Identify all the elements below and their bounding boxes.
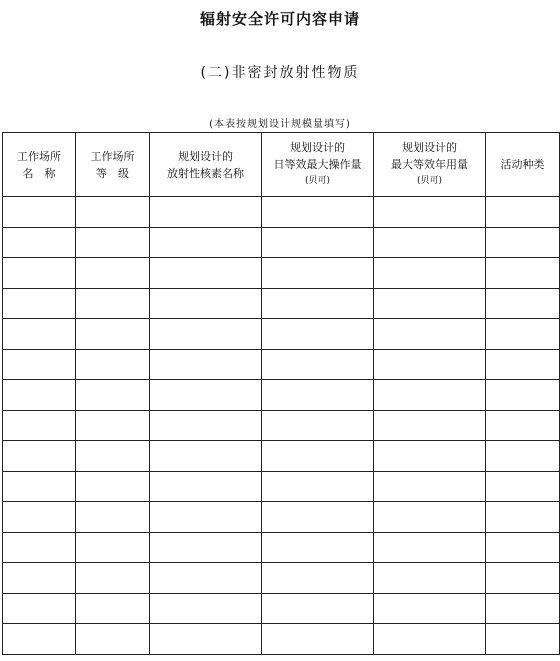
table-cell[interactable] (486, 258, 560, 289)
table-cell[interactable] (486, 349, 560, 380)
table-cell[interactable] (3, 380, 76, 411)
table-cell[interactable] (150, 624, 262, 655)
table-cell[interactable] (3, 563, 76, 594)
table-cell[interactable] (150, 227, 262, 258)
table-row (3, 532, 560, 563)
header-text: 规划设计的 (290, 141, 345, 154)
table-cell[interactable] (76, 319, 150, 350)
table-cell[interactable] (486, 624, 560, 655)
table-row (3, 380, 560, 411)
table-cell[interactable] (76, 258, 150, 289)
table-cell[interactable] (486, 532, 560, 563)
header-row (3, 133, 560, 197)
table-cell[interactable] (150, 410, 262, 441)
table-cell[interactable] (486, 288, 560, 319)
table-cell[interactable] (374, 227, 486, 258)
table-cell[interactable] (486, 197, 560, 228)
table-row (3, 471, 560, 502)
table-cell[interactable] (262, 288, 374, 319)
table-cell[interactable] (486, 410, 560, 441)
table-cell[interactable] (3, 349, 76, 380)
table-cell[interactable] (3, 288, 76, 319)
table-cell[interactable] (76, 441, 150, 472)
table-row (3, 593, 560, 624)
table-row (3, 258, 560, 289)
table-cell[interactable] (374, 441, 486, 472)
document-title: 辐射安全许可内容申请 (199, 10, 360, 28)
table-cell[interactable] (150, 319, 262, 350)
table-cell[interactable] (150, 380, 262, 411)
table-cell[interactable] (486, 319, 560, 350)
header-activity-type (486, 133, 560, 197)
header-text: 名 称 (22, 166, 56, 180)
table-cell[interactable] (262, 227, 374, 258)
table-cell[interactable] (262, 197, 374, 228)
table-cell[interactable] (3, 624, 76, 655)
table-cell[interactable] (262, 441, 374, 472)
header-text: 日等效最大操作量 (273, 158, 362, 171)
header-unit: (贝可) (304, 176, 331, 186)
table-cell[interactable] (262, 532, 374, 563)
table-body (3, 197, 560, 655)
table-cell[interactable] (150, 532, 262, 563)
table-row (3, 624, 560, 655)
table-cell[interactable] (76, 471, 150, 502)
table-cell[interactable] (3, 197, 76, 228)
table-cell[interactable] (262, 593, 374, 624)
header-text: 活动种类 (500, 158, 545, 171)
table-cell[interactable] (76, 593, 150, 624)
table-row (3, 563, 560, 594)
table-cell[interactable] (150, 288, 262, 319)
table-cell[interactable] (374, 380, 486, 411)
table-cell[interactable] (486, 502, 560, 533)
table-cell[interactable] (76, 288, 150, 319)
table-cell[interactable] (262, 319, 374, 350)
table-cell[interactable] (262, 258, 374, 289)
table-cell[interactable] (374, 563, 486, 594)
table-cell[interactable] (374, 410, 486, 441)
table-note: (本表按规划设计规模量填写) (209, 119, 351, 130)
table-cell[interactable] (374, 624, 486, 655)
header-workplace-grade (76, 133, 150, 197)
table-cell[interactable] (150, 349, 262, 380)
header-text: 工作场所 (90, 149, 135, 163)
table-cell[interactable] (486, 563, 560, 594)
table-cell[interactable] (3, 532, 76, 563)
table-row (3, 410, 560, 441)
table-cell[interactable] (374, 593, 486, 624)
table-cell[interactable] (3, 410, 76, 441)
table-cell[interactable] (262, 349, 374, 380)
table-cell[interactable] (150, 441, 262, 472)
header-workplace-name (3, 133, 76, 197)
header-nuclide-name (150, 133, 262, 197)
table-cell[interactable] (3, 593, 76, 624)
table-cell[interactable] (150, 471, 262, 502)
table-cell[interactable] (374, 502, 486, 533)
table-cell[interactable] (150, 197, 262, 228)
table-row (3, 349, 560, 380)
table-cell[interactable] (150, 258, 262, 289)
header-text: 放射性核素名称 (167, 166, 244, 180)
table-cell[interactable] (76, 532, 150, 563)
table-cell[interactable] (150, 502, 262, 533)
table-cell[interactable] (374, 532, 486, 563)
table-cell[interactable] (486, 441, 560, 472)
header-text: 等 级 (96, 166, 129, 180)
table-cell[interactable] (150, 563, 262, 594)
table-cell[interactable] (3, 441, 76, 472)
table-cell[interactable] (76, 410, 150, 441)
table-cell[interactable] (374, 288, 486, 319)
table-cell[interactable] (76, 197, 150, 228)
table-cell[interactable] (262, 380, 374, 411)
table-row (3, 288, 560, 319)
table-cell[interactable] (262, 563, 374, 594)
table-cell[interactable] (486, 380, 560, 411)
table-cell[interactable] (3, 319, 76, 350)
table-cell[interactable] (262, 624, 374, 655)
table-row (3, 227, 560, 258)
table-cell[interactable] (262, 410, 374, 441)
table-cell[interactable] (3, 258, 76, 289)
section-subtitle: (二)非密封放射性物质 (200, 65, 360, 81)
header-text: 规划设计的 (178, 149, 233, 163)
table-cell[interactable] (486, 593, 560, 624)
table-cell[interactable] (486, 471, 560, 502)
table-cell[interactable] (76, 349, 150, 380)
table-cell[interactable] (374, 197, 486, 228)
table-cell[interactable] (374, 349, 486, 380)
table-cell[interactable] (76, 624, 150, 655)
table-cell[interactable] (150, 593, 262, 624)
application-table (2, 132, 560, 655)
table-cell[interactable] (3, 502, 76, 533)
table-cell[interactable] (76, 227, 150, 258)
header-text: 工作场所 (17, 149, 61, 163)
header-unit: (贝可) (416, 176, 443, 186)
header-annual-max-usage (374, 133, 486, 197)
table-cell[interactable] (262, 502, 374, 533)
table-cell[interactable] (3, 227, 76, 258)
table-row (3, 197, 560, 228)
table-cell[interactable] (374, 471, 486, 502)
table-row (3, 441, 560, 472)
table-cell[interactable] (3, 471, 76, 502)
table-cell[interactable] (374, 258, 486, 289)
header-daily-max-operation (262, 133, 374, 197)
table-cell[interactable] (76, 380, 150, 411)
table-cell[interactable] (76, 563, 150, 594)
table-cell[interactable] (262, 471, 374, 502)
table-row (3, 502, 560, 533)
table-cell[interactable] (76, 502, 150, 533)
table-row (3, 319, 560, 350)
table-cell[interactable] (374, 319, 486, 350)
table-cell[interactable] (486, 227, 560, 258)
header-text: 规划设计的 (402, 141, 457, 154)
header-text: 最大等效年用量 (391, 158, 468, 171)
